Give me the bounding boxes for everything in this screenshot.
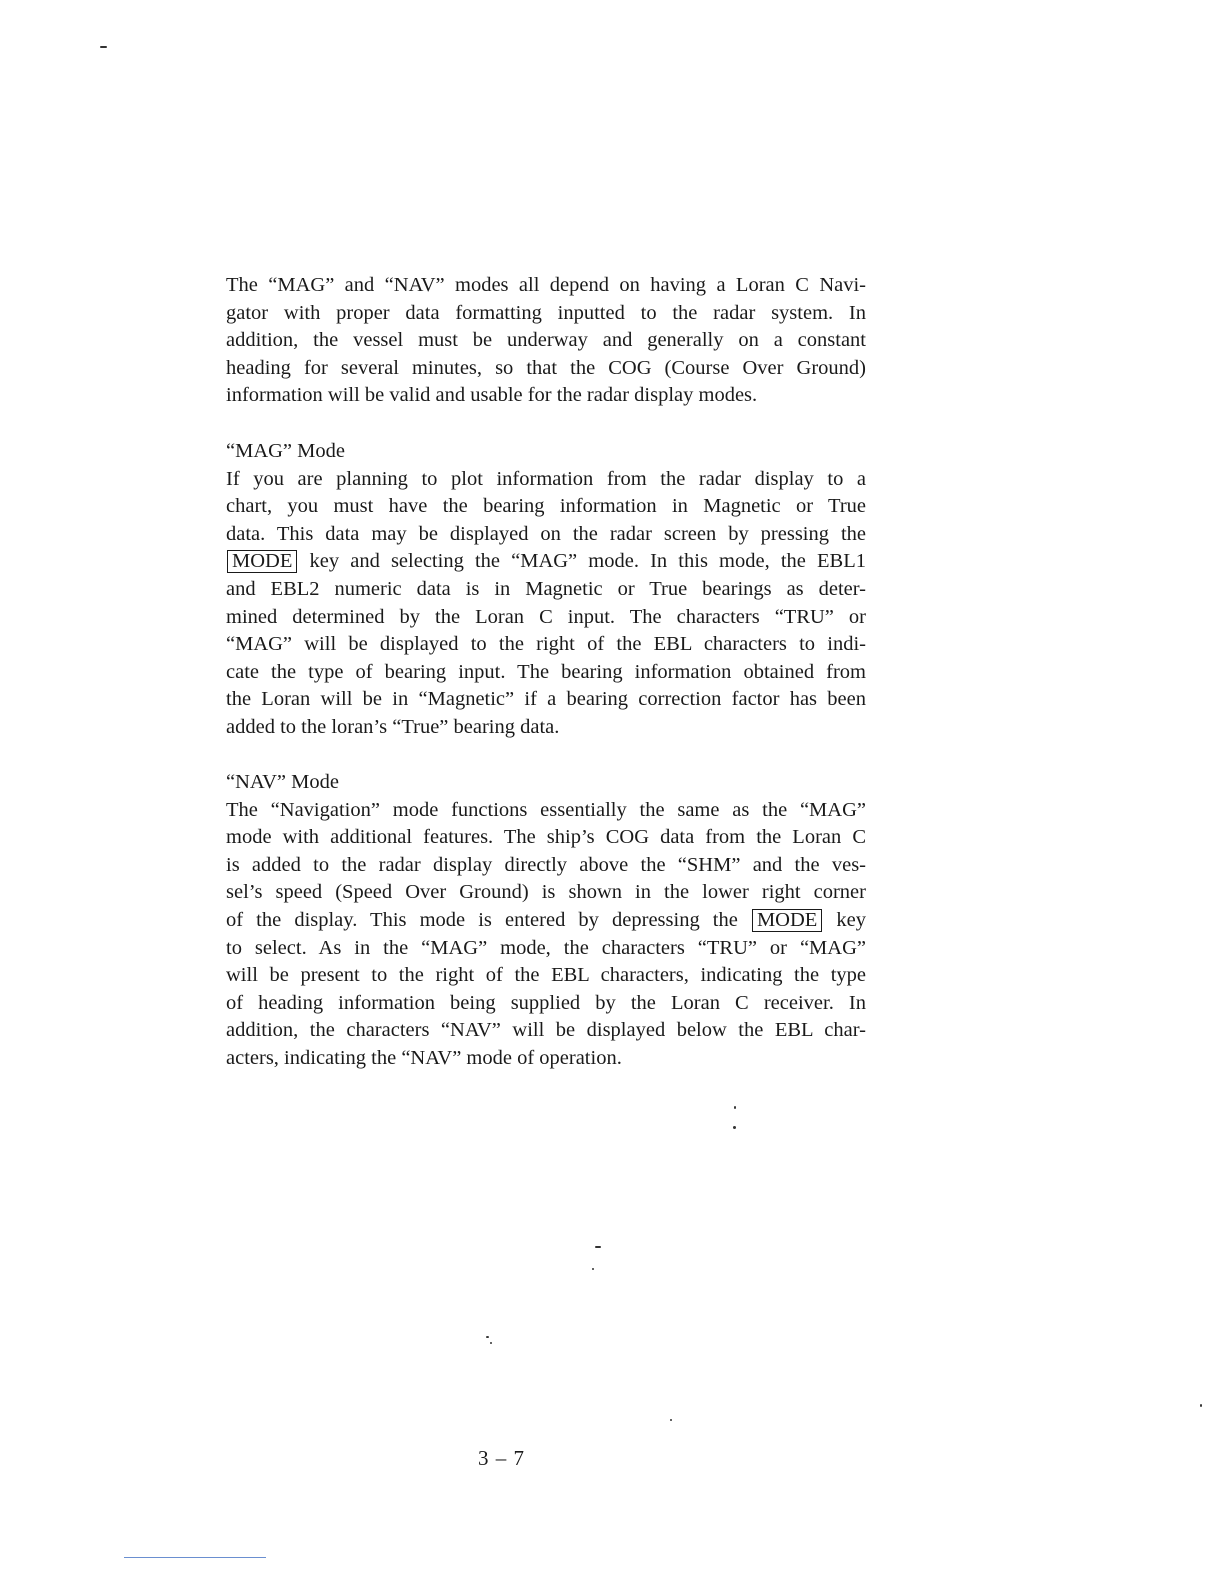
nav-mode-heading: “NAV” Mode xyxy=(226,771,339,793)
scan-speck xyxy=(100,46,107,48)
mode-key-label: MODE xyxy=(227,550,297,573)
bottom-rule xyxy=(124,1557,266,1558)
intro-line: The “MAG” and “NAV” modes all depend on having a Loran C Navi- xyxy=(226,274,866,296)
mag-line: cate the type of bearing input. The bearing information obtained from xyxy=(226,660,866,683)
nav-line: acters, indicating the “NAV” mode of operation. xyxy=(226,1046,622,1069)
nav-line: sel’s speed (Speed Over Ground) is shown in the lower right corner xyxy=(226,881,866,904)
mode-key-label: MODE xyxy=(752,909,822,932)
mag-line: the Loran will be in “Magnetic” if a bearing correction factor has been xyxy=(226,688,866,711)
nav-line-with-key xyxy=(226,907,866,935)
intro-paragraph xyxy=(226,272,866,410)
mag-line: data. This data may be displayed on the radar screen by pressing the xyxy=(226,522,866,545)
intro-line: addition, the vessel must be underway and generally on a constant xyxy=(226,329,866,352)
nav-mode-section xyxy=(226,769,866,1073)
mag-line: “MAG” will be displayed to the right of the EBL characters to indi- xyxy=(226,633,866,656)
mag-line: chart, you must have the bearing information in Magnetic or True xyxy=(226,495,866,518)
mag-line: If you are planning to plot information from the radar display to a xyxy=(226,467,866,490)
page-number: 3 – 7 xyxy=(478,1446,525,1470)
nav-line: addition, the characters “NAV” will be displayed below the EBL char- xyxy=(226,1019,866,1042)
intro-line: information will be valid and usable for the radar display modes. xyxy=(226,384,758,407)
scan-speck xyxy=(592,1268,594,1270)
scan-speck xyxy=(486,1336,489,1338)
nav-line: The “Navigation” mode functions essentially the same as the “MAG” xyxy=(226,798,866,821)
scan-speck xyxy=(1200,1404,1202,1407)
nav-line-text: key xyxy=(823,908,866,931)
mag-line: and EBL2 numeric data is in Magnetic or True bearings as deter- xyxy=(226,577,866,600)
nav-line: to select. As in the “MAG” mode, the characters “TRU” or “MAG” xyxy=(226,936,866,959)
nav-line-text: of the display. This mode is entered by depressing the xyxy=(226,908,751,931)
nav-line: mode with additional features. The ship’s COG data from the Loran C xyxy=(226,826,866,849)
scan-speck xyxy=(734,1106,736,1109)
scan-speck xyxy=(670,1419,672,1421)
mag-line-with-key xyxy=(226,548,866,576)
scan-speck xyxy=(595,1246,601,1248)
mag-line: added to the loran’s “True” bearing data. xyxy=(226,715,560,738)
mag-line-text: key and selecting the “MAG” mode. In this mode, the EBL1 xyxy=(298,550,866,573)
scan-speck xyxy=(733,1126,736,1129)
mag-line: mined determined by the Loran C input. The characters “TRU” or xyxy=(226,605,866,628)
mag-mode-heading: “MAG” Mode xyxy=(226,440,345,462)
nav-line: of heading information being supplied by the Loran C receiver. In xyxy=(226,991,866,1014)
intro-line: heading for several minutes, so that the COG (Course Over Ground) xyxy=(226,356,866,379)
nav-line: is added to the radar display directly above the “SHM” and the ves- xyxy=(226,853,866,876)
scan-speck xyxy=(490,1342,492,1344)
nav-line: will be present to the right of the EBL characters, indicating the type xyxy=(226,964,866,987)
intro-line: gator with proper data formatting inputted to the radar system. In xyxy=(226,301,866,324)
mag-mode-section xyxy=(226,438,866,742)
